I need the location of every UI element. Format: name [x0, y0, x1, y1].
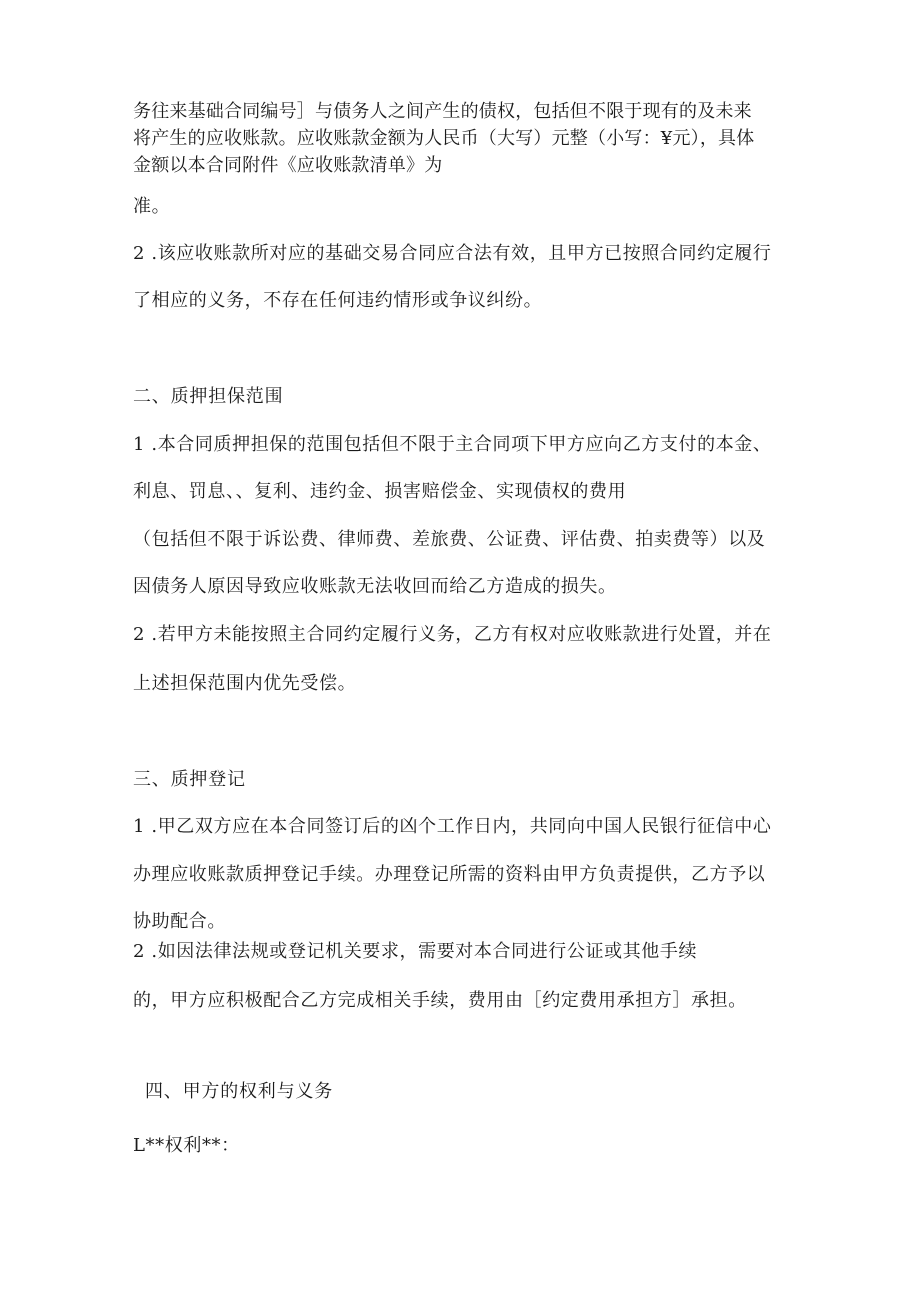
list-item-line: 2 .若甲方未能按照主合同约定履行义务，乙方有权对应收账款进行处置，并在: [133, 624, 772, 645]
list-item-line: 1 .甲乙双方应在本合同签订后的凶个工作日内，共同向中国人民银行征信中心: [133, 816, 772, 837]
section-heading: 三、质押登记: [133, 769, 246, 790]
section-heading: 二、质押担保范围: [133, 386, 284, 407]
list-item-line: 办理应收账款质押登记手续。办理登记所需的资料由甲方负责提供，乙方予以: [133, 864, 766, 885]
paragraph-line: 务往来基础合同编号］与债务人之间产生的债权，包括但不限于现有的及未来: [133, 101, 752, 122]
list-item-line: （包括但不限于诉讼费、律师费、差旅费、公证费、评估费、拍卖费等）以及: [133, 529, 766, 550]
section-heading: 四、甲方的权利与义务: [145, 1081, 333, 1102]
list-item-line: 1 .本合同质押担保的范围包括但不限于主合同项下甲方应向乙方支付的本金、: [133, 434, 772, 455]
paragraph-line: 金额以本合同附件《应收账款清单》为: [133, 155, 443, 176]
list-item-line: 上述担保范围内优先受偿。: [133, 673, 357, 694]
list-item-line: 2 .如因法律法规或登记机关要求，需要对本合同进行公证或其他手续: [133, 941, 698, 962]
list-item-line: 因债务人原因导致应收账款无法收回而给乙方造成的损失。: [133, 576, 617, 597]
list-item-line: 了相应的义务，不存在任何违约情形或争议纠纷。: [133, 290, 543, 311]
paragraph-line: 将产生的应收账款。应收账款金额为人民币（大写）元整（小写：¥元），具体: [133, 128, 755, 149]
sub-heading: L**权利**：: [133, 1135, 240, 1156]
list-item-line: 的，甲方应积极配合乙方完成相关手续，费用由［约定费用承担方］承担。: [133, 990, 747, 1011]
paragraph-line: 准。: [133, 196, 171, 217]
list-item-line: 利息、罚息、、复利、违约金、损害赔偿金、实现债权的费用: [133, 481, 627, 502]
list-item-line: 2 .该应收账款所对应的基础交易合同应合法有效，且甲方已按照合同约定履行: [133, 243, 772, 264]
list-item-line: 协助配合。: [133, 911, 226, 932]
